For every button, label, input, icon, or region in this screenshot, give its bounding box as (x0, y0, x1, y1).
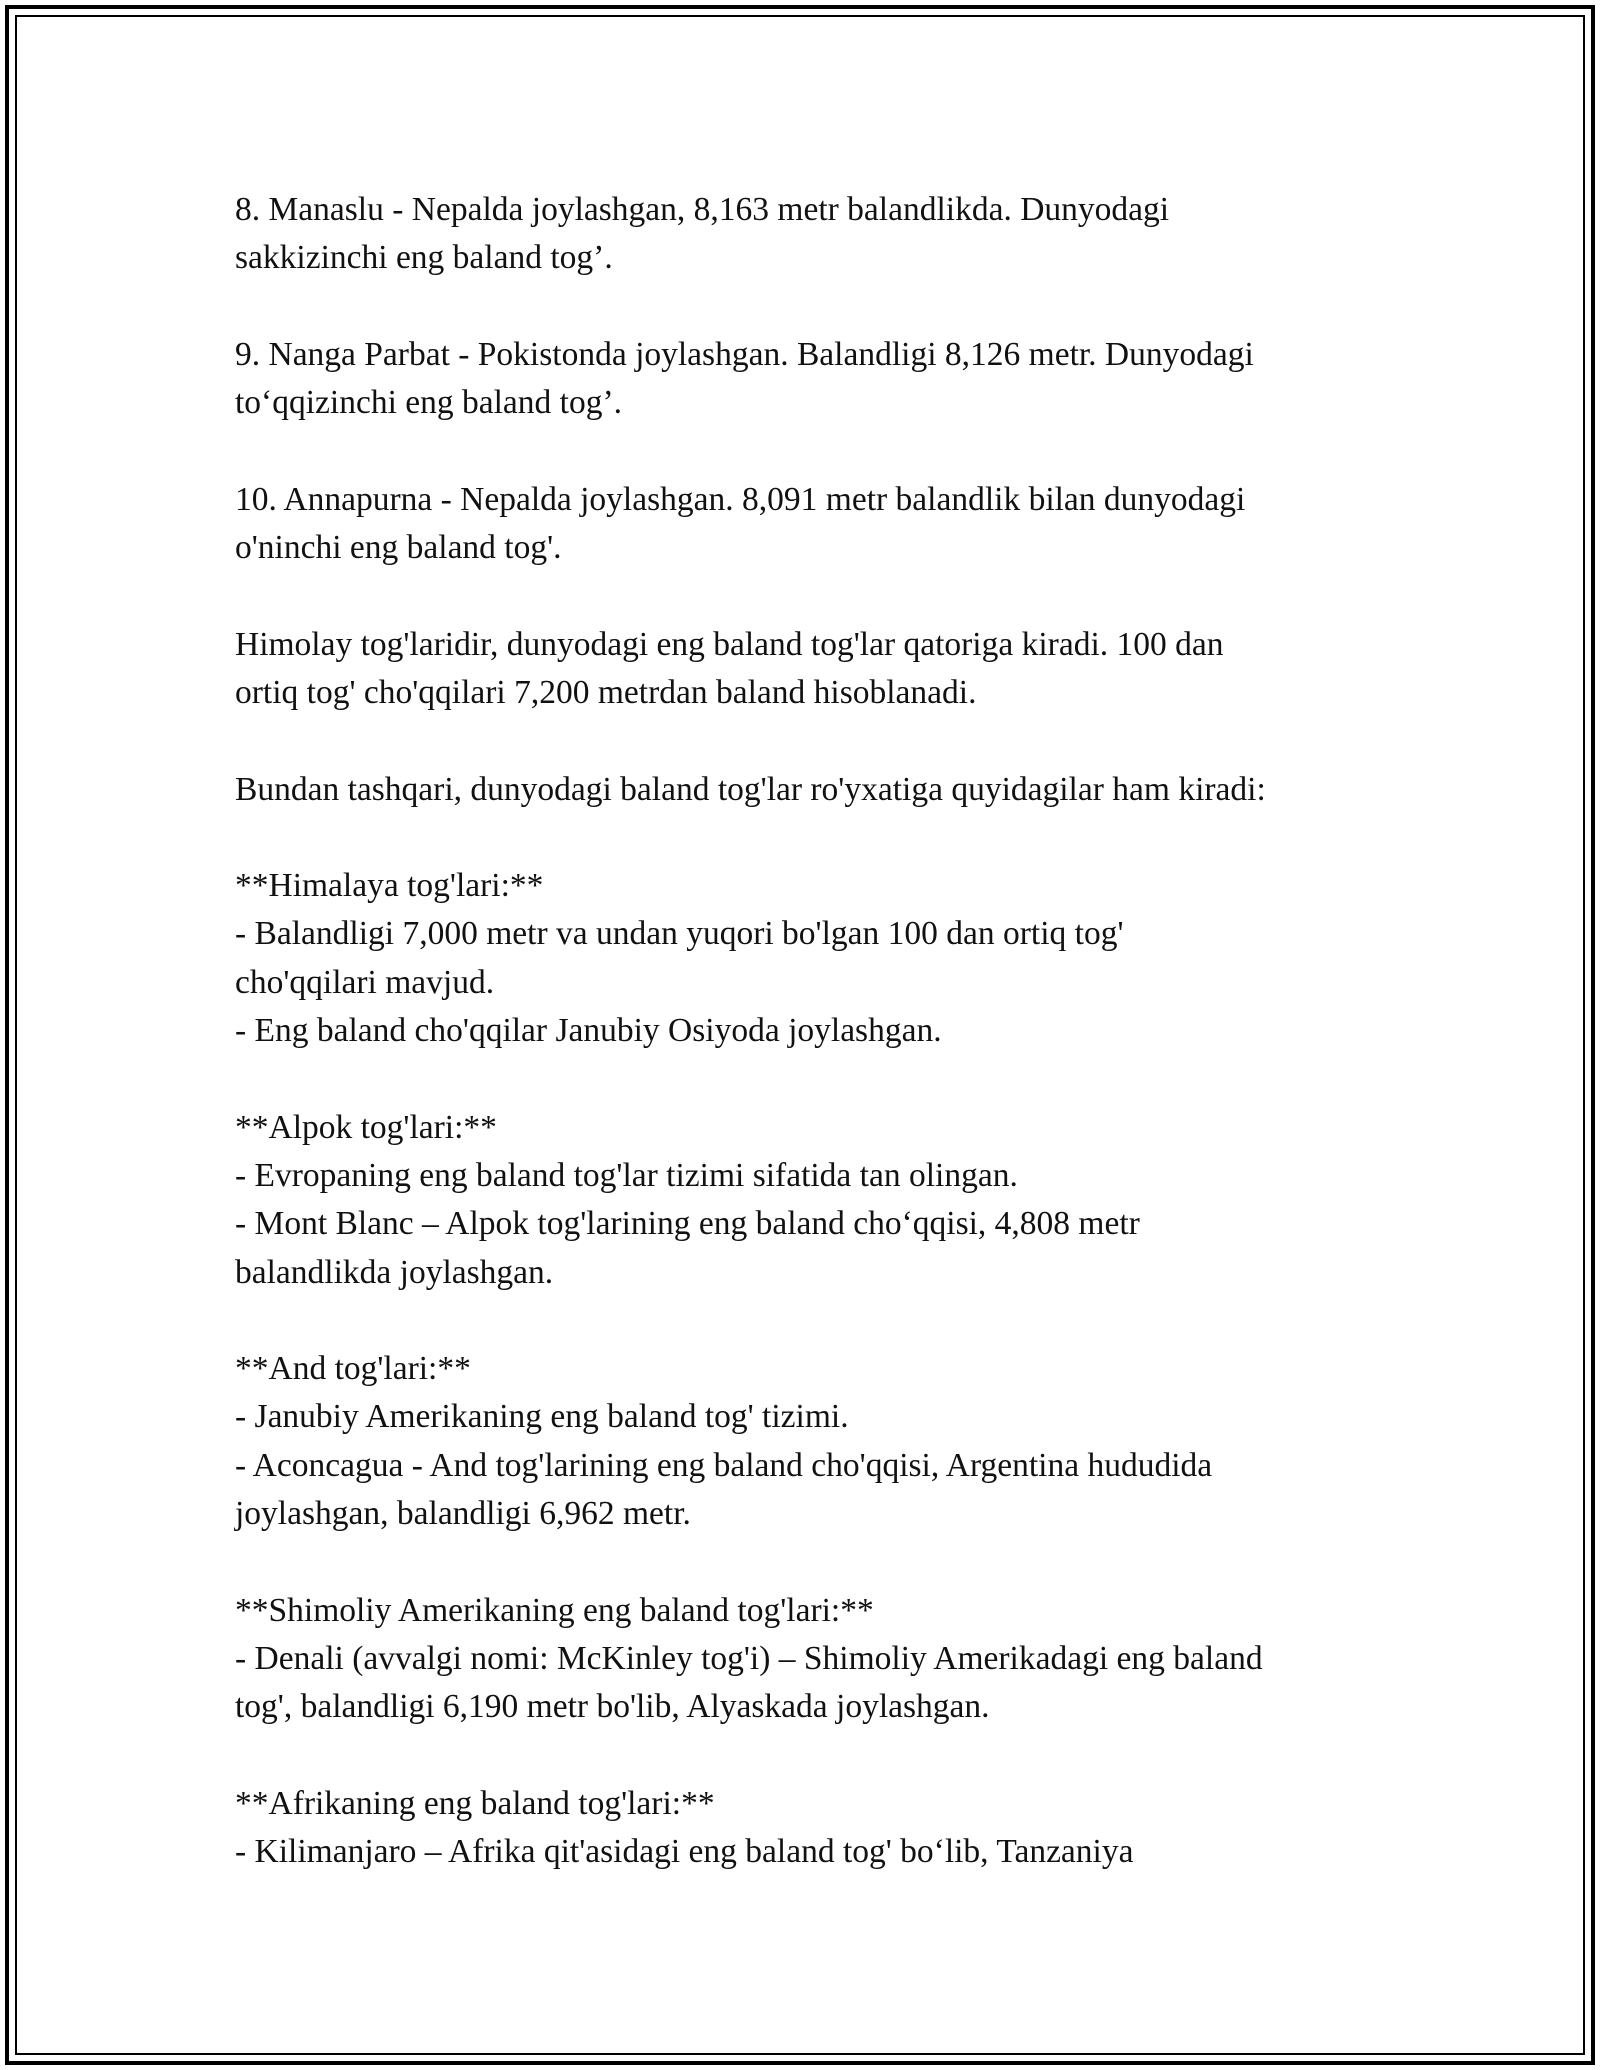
text-line: Himolay tog'laridir, dunyodagi eng baland tog'lar qatoriga kiradi. 100 dan (235, 625, 1224, 663)
section-alpok (235, 1104, 1385, 1297)
section-heading: **Alpok tog'lari:** (235, 1108, 497, 1146)
list-item: - Eng baland cho'qqilar Janubiy Osiyoda joylashgan. (235, 1012, 942, 1050)
section-north-america (235, 1587, 1385, 1732)
paragraph-manaslu (235, 186, 1385, 283)
section-heading: **Himalaya tog'lari:** (235, 867, 544, 905)
paragraph-nanga-parbat (235, 331, 1385, 428)
text-line: ortiq tog' cho'qqilari 7,200 metrdan baland hisoblanadi. (235, 673, 977, 711)
text-line: sakkizinchi eng baland tog’. (235, 239, 613, 277)
list-item: - Evropaning eng baland tog'lar tizimi sifatida tan olingan. (235, 1156, 1018, 1194)
text-line: o'ninchi eng baland tog'. (235, 529, 562, 567)
document-body (235, 186, 1385, 1925)
section-heading: **And tog'lari:** (235, 1350, 471, 1388)
list-item: - Janubiy Amerikaning eng baland tog' tizimi. (235, 1398, 849, 1436)
section-heading: **Afrikaning eng baland tog'lari:** (235, 1784, 715, 1822)
list-item: - Mont Blanc – Alpok tog'larining eng baland cho‘qqisi, 4,808 metr (235, 1205, 1140, 1243)
list-item-continuation: tog', balandligi 6,190 metr bo'lib, Alyaskada joylashgan. (235, 1688, 990, 1726)
text-line: to‘qqizinchi eng baland tog’. (235, 384, 623, 422)
section-heading: **Shimoliy Amerikaning eng baland tog'lari:** (235, 1591, 874, 1629)
list-item: - Kilimanjaro – Afrika qit'asidagi eng baland tog' bo‘lib, Tanzaniya (235, 1833, 1134, 1871)
paragraph-annapurna (235, 476, 1385, 573)
section-and (235, 1345, 1385, 1538)
section-africa (235, 1780, 1385, 1877)
list-item-continuation: balandlikda joylashgan. (235, 1253, 554, 1291)
list-item: - Denali (avvalgi nomi: McKinley tog'i) – Shimoliy Amerikadagi eng baland (235, 1639, 1263, 1677)
text-line: 10. Annapurna - Nepalda joylashgan. 8,091 metr balandlik bilan dunyodagi (235, 480, 1246, 518)
section-himalaya (235, 862, 1385, 1055)
list-item: - Aconcagua - And tog'larining eng baland cho'qqisi, Argentina hududida (235, 1446, 1213, 1484)
paragraph-intro-list (235, 766, 1385, 814)
list-item: - Balandligi 7,000 metr va undan yuqori bo'lgan 100 dan ortiq tog' (235, 915, 1124, 953)
text-line: 8. Manaslu - Nepalda joylashgan, 8,163 metr balandlikda. Dunyodagi (235, 191, 1170, 228)
text-line: 9. Nanga Parbat - Pokistonda joylashgan. Balandligi 8,126 metr. Dunyodagi (235, 335, 1254, 373)
text-line: Bundan tashqari, dunyodagi baland tog'lar ro'yxatiga quyidagilar ham kiradi: (235, 770, 1266, 808)
list-item-continuation: cho'qqilari mavjud. (235, 963, 495, 1001)
list-item-continuation: joylashgan, balandligi 6,962 metr. (235, 1495, 691, 1533)
paragraph-himolay (235, 621, 1385, 718)
